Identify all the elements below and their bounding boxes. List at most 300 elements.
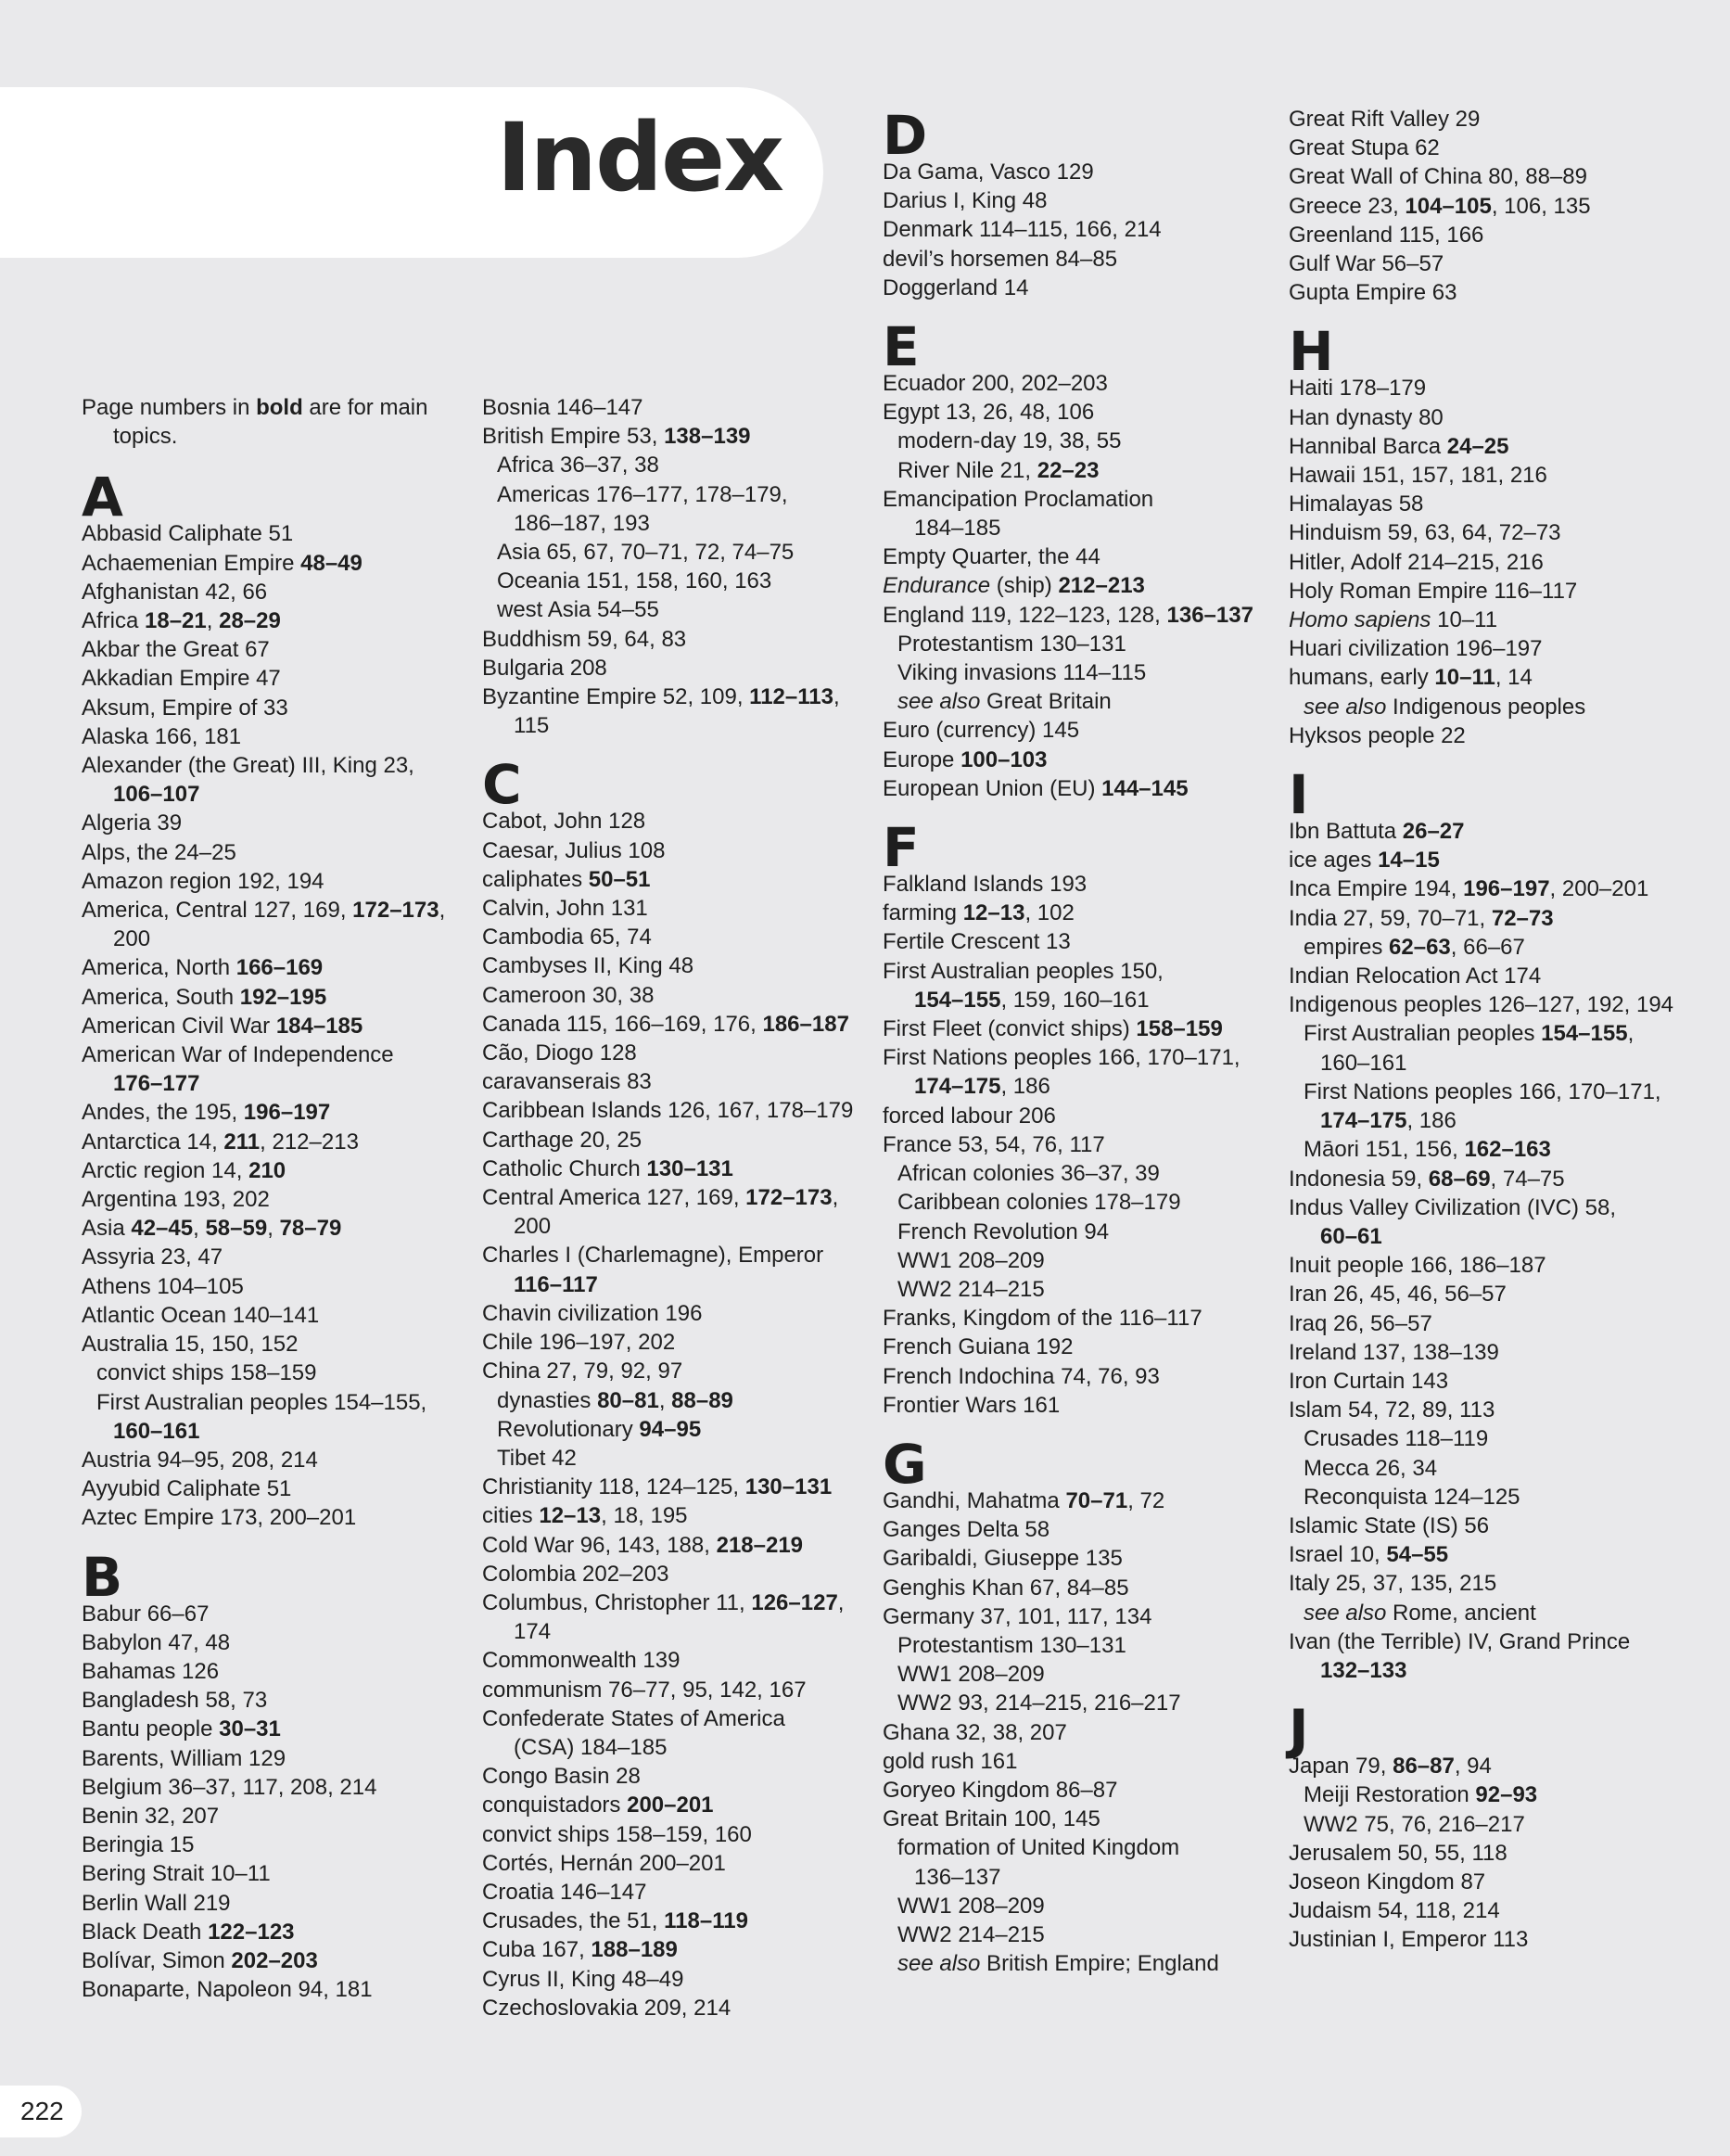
index-entry — [482, 1676, 871, 1704]
index-entry — [1289, 874, 1678, 903]
entry-text: Atlantic Ocean 140–141 — [82, 1302, 320, 1328]
entry-text: are for main topics. — [113, 395, 428, 450]
entry-text: Achaemenian Empire — [82, 550, 301, 576]
index-entry — [82, 1975, 471, 2004]
index-subentry — [883, 456, 1272, 485]
index-entry — [482, 1501, 871, 1530]
entry-text: Islamic State (IS) 56 — [1289, 1512, 1490, 1538]
entry-text: England 119, 122–123, 128, — [883, 602, 1167, 628]
index-entry — [482, 1994, 871, 2022]
main-topic-pages: 154–155 — [914, 987, 1001, 1013]
entry-text: Iraq 26, 56–57 — [1289, 1310, 1432, 1336]
index-entry — [82, 896, 471, 925]
index-entry — [482, 807, 871, 836]
main-topic-pages: 112–113 — [749, 684, 833, 710]
entry-text: 136–137 — [914, 1864, 1001, 1890]
index-entry — [883, 1391, 1272, 1420]
index-column-4 — [1289, 105, 1678, 1955]
entry-text: formation of United Kingdom — [897, 1835, 1180, 1861]
index-entry — [1289, 1896, 1678, 1925]
main-topic-pages: 186–187 — [762, 1011, 849, 1037]
entry-text: Assyria 23, 47 — [82, 1244, 223, 1270]
entry-text: Czechoslovakia 209, 214 — [482, 1995, 731, 2021]
index-entry — [82, 1446, 471, 1474]
entry-text: Indonesia 59, — [1289, 1166, 1429, 1192]
entry-text: WW1 208–209 — [897, 1247, 1045, 1273]
index-subentry — [1289, 1483, 1678, 1512]
index-subentry — [883, 1660, 1272, 1689]
entry-text: Great Britain 100, 145 — [883, 1806, 1100, 1832]
italic-text: Homo sapiens — [1289, 607, 1431, 633]
main-topic-pages: 26–27 — [1402, 819, 1465, 845]
entry-text: Hinduism 59, 63, 64, 72–73 — [1289, 520, 1561, 546]
index-entry — [1289, 403, 1678, 432]
main-topic-pages: 212–213 — [1058, 573, 1145, 599]
main-topic-pages: 58–59 — [205, 1216, 268, 1242]
entry-text: cities — [482, 1503, 540, 1529]
page-title: Index — [496, 103, 782, 213]
index-entry — [1289, 1512, 1678, 1540]
entry-text: Indus Valley Civilization (IVC) 58, — [1289, 1194, 1617, 1220]
main-topic-pages: 116–117 — [514, 1271, 598, 1297]
main-topic-pages: 172–173 — [745, 1185, 833, 1211]
entry-text: Akkadian Empire 47 — [82, 666, 281, 692]
entry-text: Judaism 54, 118, 214 — [1289, 1898, 1500, 1924]
index-entry — [482, 1039, 871, 1067]
main-topic-pages: 10–11 — [1434, 665, 1495, 691]
index-entry-continuation — [883, 1863, 1272, 1892]
main-topic-pages: 30–31 — [219, 1716, 281, 1742]
entry-text: Confederate States of America — [482, 1705, 785, 1731]
entry-text: , — [833, 684, 840, 710]
entry-text: Goryeo Kingdom 86–87 — [883, 1777, 1118, 1803]
entry-text: First Nations peoples 166, 170–171, — [883, 1045, 1240, 1071]
entry-text: Reconquista 124–125 — [1304, 1484, 1520, 1510]
index-entry — [82, 1744, 471, 1773]
index-subentry — [1289, 693, 1678, 721]
index-entry — [883, 1333, 1272, 1361]
index-entry — [82, 1918, 471, 1946]
entry-text: Bangladesh 58, 73 — [82, 1688, 268, 1714]
main-topic-pages: 154–155 — [1541, 1021, 1628, 1047]
entry-text: Abbasid Caliphate 51 — [82, 521, 294, 547]
main-topic-pages: 18–21 — [145, 608, 207, 634]
index-subentry — [883, 1689, 1272, 1717]
main-topic-pages: 126–127 — [751, 1589, 838, 1615]
entry-text: convict ships 158–159 — [96, 1360, 317, 1386]
index-entry — [1289, 221, 1678, 249]
entry-text: Revolutionary — [497, 1416, 640, 1442]
entry-text: Aksum, Empire of 33 — [82, 695, 288, 721]
entry-text: 186–187, 193 — [514, 510, 650, 536]
entry-text: French Indochina 74, 76, 93 — [883, 1363, 1160, 1389]
entry-text: Bolívar, Simon — [82, 1947, 232, 1973]
entry-text: French Guiana 192 — [883, 1334, 1074, 1360]
index-subentry — [482, 538, 871, 567]
index-entry-continuation — [82, 925, 471, 953]
italic-text: see also — [897, 689, 981, 715]
entry-text: , 186 — [1406, 1108, 1457, 1134]
main-topic-pages: 132–133 — [1320, 1657, 1407, 1683]
index-subentry — [883, 658, 1272, 687]
section-letter-i: I — [1289, 763, 1309, 827]
index-subentry — [1289, 1424, 1678, 1453]
index-entry — [883, 899, 1272, 927]
section-letter-h: H — [1289, 320, 1334, 384]
index-entry — [82, 1773, 471, 1802]
entry-text: Hyksos people 22 — [1289, 722, 1466, 748]
entry-text: Croatia 146–147 — [482, 1879, 647, 1905]
entry-text: Canada 115, 166–169, 176, — [482, 1011, 763, 1037]
entry-text: Cyrus II, King 48–49 — [482, 1966, 684, 1992]
main-topic-pages: 202–203 — [231, 1947, 318, 1973]
index-entry — [482, 1183, 871, 1212]
index-entry — [482, 836, 871, 865]
entry-text: Babylon 47, 48 — [82, 1629, 231, 1655]
index-entry — [1289, 134, 1678, 162]
main-topic-pages: 62–63 — [1389, 934, 1451, 960]
entry-text: Egypt 13, 26, 48, 106 — [883, 400, 1095, 426]
index-entry — [82, 1185, 471, 1214]
main-topic-pages: 172–173 — [352, 898, 439, 924]
entry-text: Aztec Empire 173, 200–201 — [82, 1505, 357, 1531]
index-subentry — [883, 630, 1272, 658]
entry-text: Caesar, Julius 108 — [482, 837, 666, 863]
entry-text: Indigenous peoples 126–127, 192, 194 — [1289, 992, 1674, 1018]
index-entry — [482, 1646, 871, 1675]
entry-text: , 72 — [1127, 1487, 1165, 1513]
index-entry — [482, 683, 871, 711]
index-entry-continuation — [482, 1212, 871, 1241]
entry-text: Byzantine Empire 52, 109, — [482, 684, 750, 710]
entry-text: Black Death — [82, 1919, 209, 1945]
italic-text: see also — [1304, 1600, 1387, 1626]
index-entry-continuation — [82, 1417, 471, 1446]
entry-text: Māori 151, 156, — [1304, 1137, 1465, 1163]
index-entry — [82, 1301, 471, 1330]
entry-text: Da Gama, Vasco 129 — [883, 159, 1094, 185]
index-entry-continuation — [482, 1617, 871, 1646]
index-entry-continuation — [482, 1733, 871, 1762]
entry-text: Holy Roman Empire 116–117 — [1289, 578, 1578, 604]
entry-text: Denmark 114–115, 166, 214 — [883, 217, 1162, 243]
entry-text: Alexander (the Great) III, King 23, — [82, 753, 414, 779]
index-entry — [883, 398, 1272, 427]
entry-text: , 66–67 — [1450, 934, 1525, 960]
entry-text: empires — [1304, 934, 1390, 960]
index-entry — [482, 1935, 871, 1964]
index-entry — [883, 746, 1272, 774]
main-topic-pages: 48–49 — [300, 550, 363, 576]
entry-text: Buddhism 59, 64, 83 — [482, 626, 687, 652]
entry-text: French Revolution 94 — [897, 1218, 1110, 1244]
index-entry-continuation — [1289, 1049, 1678, 1078]
index-entry — [1289, 1193, 1678, 1222]
index-entry — [1289, 278, 1678, 307]
index-entry — [82, 722, 471, 751]
index-entry — [82, 1156, 471, 1185]
index-entry — [883, 186, 1272, 215]
main-topic-pages: 122–123 — [208, 1919, 295, 1945]
entry-text: Indian Relocation Act 174 — [1289, 963, 1542, 989]
entry-text: America, South — [82, 984, 240, 1010]
index-entry — [1289, 249, 1678, 278]
index-subentry — [883, 1218, 1272, 1246]
index-entry — [82, 1012, 471, 1040]
entry-text: , — [1627, 1021, 1635, 1047]
entry-text: Darius I, King 48 — [883, 188, 1048, 214]
main-topic-pages: 158–159 — [1136, 1016, 1223, 1042]
index-entry — [82, 1474, 471, 1503]
bold-note — [82, 393, 471, 451]
entry-text: First Australian peoples 150, — [883, 958, 1164, 984]
entry-text: Bulgaria 208 — [482, 655, 607, 681]
index-entry — [482, 1878, 871, 1907]
index-entry — [482, 422, 871, 451]
index-subentry — [482, 1415, 871, 1444]
index-entry — [82, 953, 471, 982]
main-topic-pages: 136–137 — [1166, 602, 1253, 628]
main-topic-pages: 24–25 — [1446, 433, 1509, 459]
entry-text: caravanserais 83 — [482, 1069, 652, 1095]
index-entry — [82, 1503, 471, 1532]
entry-text: Barents, William 129 — [82, 1745, 286, 1771]
entry-text: , — [267, 1216, 280, 1242]
italic-text: see also — [897, 1951, 981, 1977]
entry-text: Crusades, the 51, — [482, 1908, 665, 1934]
main-topic-pages: 160–161 — [113, 1418, 200, 1444]
index-entry — [482, 1762, 871, 1791]
index-entry — [482, 1126, 871, 1155]
main-topic-pages: 200–201 — [627, 1792, 714, 1818]
entry-text: Benin 32, 207 — [82, 1803, 220, 1829]
index-entry-continuation — [1289, 1106, 1678, 1135]
index-entry — [883, 1304, 1272, 1333]
main-topic-pages: 188–189 — [591, 1937, 678, 1963]
entry-text: , 159, 160–161 — [1000, 987, 1150, 1013]
entry-text: Gupta Empire 63 — [1289, 280, 1457, 306]
entry-text: Bosnia 146–147 — [482, 395, 643, 420]
entry-text: Great Rift Valley 29 — [1289, 107, 1481, 132]
index-entry — [482, 1067, 871, 1096]
entry-text: Carthage 20, 25 — [482, 1127, 642, 1153]
entry-text: 200 — [514, 1214, 552, 1240]
entry-text: Ecuador 200, 202–203 — [883, 371, 1108, 397]
entry-text: Cambodia 65, 74 — [482, 925, 652, 950]
entry-text: Andes, the 195, — [82, 1100, 244, 1126]
entry-text: Alaska 166, 181 — [82, 723, 242, 749]
entry-text: Protestantism 130–131 — [897, 1632, 1126, 1658]
entry-text: Central America 127, 169, — [482, 1185, 746, 1211]
index-subentry — [883, 1246, 1272, 1275]
index-entry — [1289, 461, 1678, 490]
entry-text: Inuit people 166, 186–187 — [1289, 1253, 1546, 1279]
entry-text: Cambyses II, King 48 — [482, 953, 694, 979]
index-entry — [82, 1657, 471, 1686]
italic-text: see also — [1304, 694, 1387, 720]
entry-text: Hawaii 151, 157, 181, 216 — [1289, 463, 1547, 489]
index-entry — [1289, 162, 1678, 191]
index-subentry — [482, 567, 871, 595]
index-entry — [883, 957, 1272, 986]
entry-text: Alps, the 24–25 — [82, 839, 236, 865]
entry-text: Ganges Delta 58 — [883, 1517, 1050, 1543]
index-entry — [82, 1831, 471, 1859]
index-entry — [482, 1965, 871, 1994]
index-entry — [1289, 1627, 1678, 1656]
entry-text: Akbar the Great 67 — [82, 637, 270, 663]
entry-text: Bonaparte, Napoleon 94, 181 — [82, 1977, 373, 2003]
index-subentry — [482, 451, 871, 479]
main-topic-pages: bold — [256, 395, 303, 420]
entry-text: British Empire; England — [980, 1951, 1219, 1977]
entry-text: , 106, 135 — [1491, 193, 1591, 219]
index-subentry — [883, 1631, 1272, 1660]
entry-text: Chile 196–197, 202 — [482, 1330, 676, 1356]
main-topic-pages: 68–69 — [1428, 1166, 1491, 1192]
entry-text: , — [206, 608, 220, 634]
index-entry-continuation — [482, 1270, 871, 1299]
entry-text: WW1 208–209 — [897, 1662, 1045, 1688]
entry-text: communism 76–77, 95, 142, 167 — [482, 1677, 807, 1703]
index-subentry — [883, 1833, 1272, 1862]
entry-text: Hitler, Adolf 214–215, 216 — [1289, 549, 1544, 575]
entry-text: Argentina 193, 202 — [82, 1187, 270, 1213]
section-letter-g: G — [883, 1432, 927, 1496]
section-letter-f: F — [883, 816, 920, 880]
index-entry — [883, 215, 1272, 244]
index-subentry — [1289, 1454, 1678, 1483]
main-topic-pages: 100–103 — [960, 746, 1048, 772]
entry-text: Tibet 42 — [497, 1445, 577, 1471]
entry-text: America, Central 127, 169, — [82, 898, 353, 924]
index-entry — [883, 1362, 1272, 1391]
index-entry — [482, 1299, 871, 1328]
main-topic-pages: 80–81 — [597, 1387, 659, 1413]
index-subentry — [1289, 1810, 1678, 1839]
index-entry — [883, 485, 1272, 514]
index-subentry — [82, 1359, 471, 1387]
index-subentry — [482, 595, 871, 624]
index-entry — [1289, 1367, 1678, 1396]
entry-text: , 94 — [1454, 1754, 1492, 1780]
index-entry — [883, 1718, 1272, 1747]
entry-text: Genghis Khan 67, 84–85 — [883, 1575, 1129, 1601]
entry-text: 160–161 — [1320, 1050, 1407, 1076]
main-topic-pages: 174–175 — [914, 1074, 1001, 1100]
index-entry — [1289, 1251, 1678, 1280]
main-topic-pages: 211 — [223, 1129, 261, 1155]
index-entry-continuation — [883, 514, 1272, 542]
main-topic-pages: 144–145 — [1101, 775, 1189, 801]
entry-text: Asia — [82, 1216, 132, 1242]
index-entry-continuation — [883, 1072, 1272, 1101]
main-topic-pages: 78–79 — [279, 1216, 342, 1242]
entry-text: Euro (currency) 145 — [883, 718, 1080, 744]
index-entry — [482, 1588, 871, 1617]
entry-text: Greenland 115, 166 — [1289, 222, 1484, 248]
main-topic-pages: 118–119 — [664, 1908, 748, 1934]
index-entry — [1289, 518, 1678, 547]
index-entry — [1289, 634, 1678, 663]
index-entry — [82, 519, 471, 548]
main-topic-pages: 86–87 — [1393, 1754, 1455, 1780]
index-entry — [883, 369, 1272, 398]
index-entry — [1289, 548, 1678, 577]
index-entry — [482, 393, 871, 422]
section-letter-e: E — [883, 315, 920, 379]
section-letter-b: B — [82, 1545, 123, 1609]
index-entry — [82, 1600, 471, 1628]
index-subentry — [883, 1949, 1272, 1978]
entry-text: Ivan (the Terrible) IV, Grand Prince — [1289, 1628, 1631, 1654]
main-topic-pages: 94–95 — [639, 1416, 702, 1442]
index-entry — [1289, 817, 1678, 846]
index-entry — [82, 549, 471, 578]
entry-text: , 200–201 — [1549, 876, 1649, 902]
index-entry — [1289, 374, 1678, 402]
index-entry — [883, 1486, 1272, 1515]
index-entry — [1289, 1309, 1678, 1338]
main-topic-pages: 14–15 — [1378, 848, 1440, 874]
index-entry — [482, 1849, 871, 1878]
index-entry — [1289, 1396, 1678, 1424]
section-letter-d: D — [883, 104, 928, 167]
entry-text: Cabot, John 128 — [482, 809, 646, 835]
entry-text: Africa — [82, 608, 146, 634]
index-entry-continuation — [482, 509, 871, 538]
main-topic-pages: 176–177 — [113, 1071, 200, 1097]
entry-text: 115 — [514, 713, 550, 739]
main-topic-pages: 162–163 — [1464, 1137, 1551, 1163]
index-subentry — [1289, 1078, 1678, 1106]
entry-text: (ship) — [990, 573, 1059, 599]
entry-text: Islam 54, 72, 89, 113 — [1289, 1397, 1495, 1423]
entry-text: Mecca 26, 34 — [1304, 1455, 1438, 1481]
index-entry-continuation — [1289, 1656, 1678, 1685]
main-topic-pages: 174–175 — [1320, 1108, 1407, 1134]
index-column-3 — [883, 104, 1272, 1978]
entry-text: American War of Independence — [82, 1042, 394, 1068]
entry-text: modern-day 19, 38, 55 — [897, 428, 1122, 454]
entry-text: WW2 214–215 — [897, 1276, 1045, 1302]
index-entry — [82, 983, 471, 1012]
index-entry — [883, 1747, 1272, 1776]
entry-text: WW1 208–209 — [897, 1893, 1045, 1919]
entry-text: ice ages — [1289, 848, 1379, 874]
index-entry — [1289, 1569, 1678, 1598]
main-topic-pages: 12–13 — [539, 1503, 602, 1529]
entry-text: Caribbean Islands 126, 167, 178–179 — [482, 1098, 854, 1124]
index-entry — [1289, 105, 1678, 134]
entry-text: Africa 36–37, 38 — [497, 453, 659, 478]
entry-text: Joseon Kingdom 87 — [1289, 1869, 1486, 1894]
index-entry — [1289, 432, 1678, 461]
entry-text: First Fleet (convict ships) — [883, 1016, 1137, 1042]
entry-text: First Australian peoples 154–155, — [96, 1389, 427, 1415]
index-subentry — [883, 687, 1272, 716]
index-entry — [883, 1776, 1272, 1805]
entry-text: First Australian peoples — [1304, 1021, 1542, 1047]
entry-text: Iron Curtain 143 — [1289, 1368, 1449, 1394]
index-entry — [82, 1802, 471, 1831]
entry-text: River Nile 21, — [897, 457, 1037, 483]
main-topic-pages: 184–185 — [275, 1013, 363, 1039]
index-entry — [82, 838, 471, 867]
index-entry — [1289, 1752, 1678, 1780]
index-entry — [883, 1602, 1272, 1631]
entry-text: Crusades 118–119 — [1304, 1426, 1489, 1452]
